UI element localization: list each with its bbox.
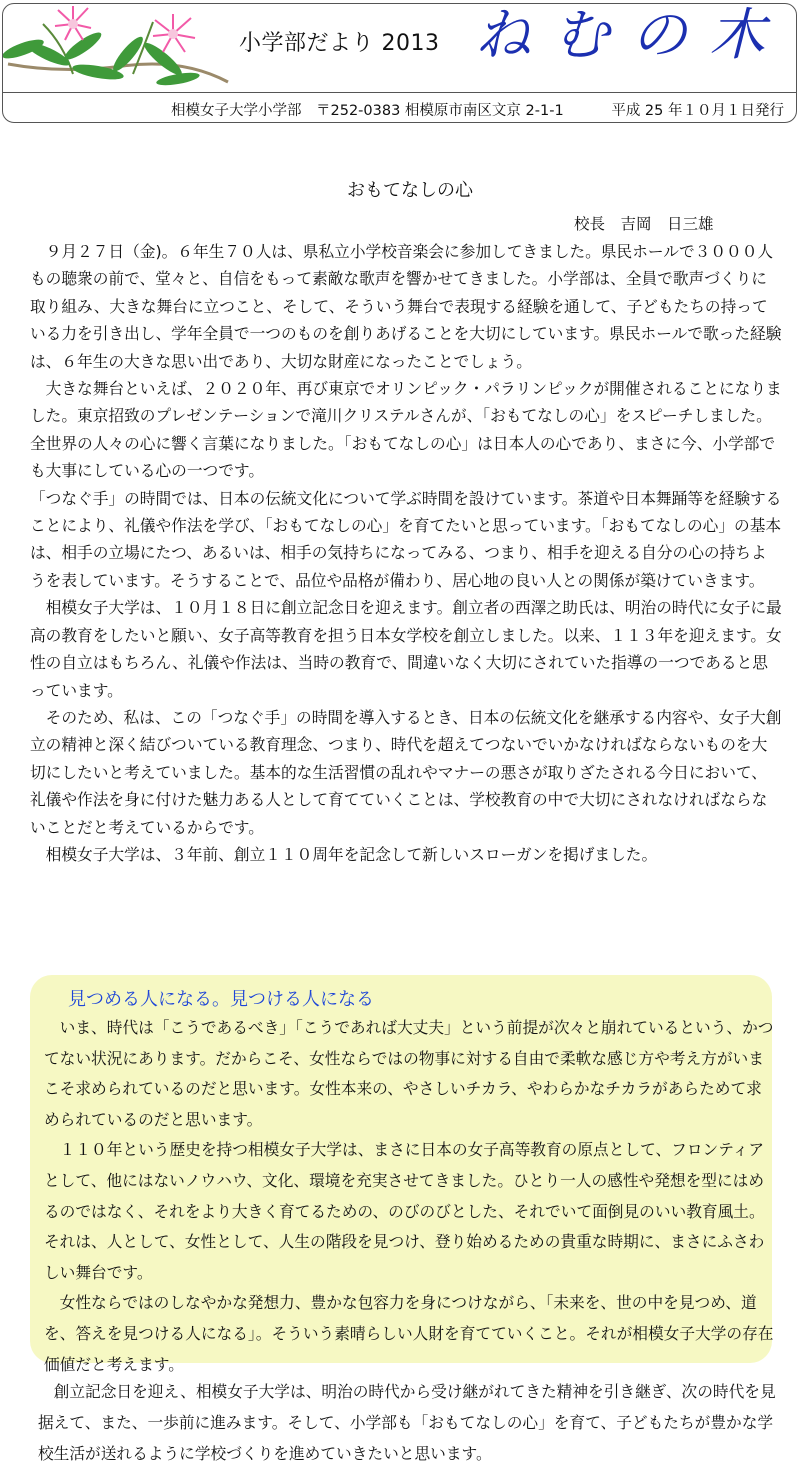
masthead-logo: ねむの木 bbox=[475, 3, 787, 68]
issue-date: 平成 25 年１０月１日発行 bbox=[611, 103, 784, 119]
slogan-paragraph: いま、時代は「こうであるべき」「こうであれば大丈夫」という前提が次々と崩れているという、かつてない状況にあります。だからこそ、女性ならではの物事に対する自由で柔軟な感じ方や考え方がいまこそ求められているのだと思います。女性本来の、やさしいチカラ、やわらかなチカラがあらためて求められているのだと思います。 bbox=[44, 1018, 774, 1129]
article-paragraph: 相模女子大学は、３年前、創立１１０周年を記念して新しいスローガンを掲げました。 bbox=[30, 844, 658, 864]
article-paragraph: 「つなぐ手」の時間では、日本の伝統文化について学ぶ時間を設けています。茶道や日本舞踊等を経験することにより、礼儀や作法を学び、「おもてなしの心」を育てたいと思っています。「おもてなしの心」の基本は、相手の立場にたつ、あるいは、相手の気持ちになってみる、つまり、相手を迎える自分の心の持ちようを表しています。そうすることで、品位や品格が備わり、居心地の良い人との関係が築けていきます。 bbox=[30, 488, 782, 590]
article-paragraph: 相模女子大学は、１０月１８日に創立記念日を迎えます。創立者の西澤之助氏は、明治の時代に女子に最高の教育をしたいと願い、女子高等教育を担う日本女学校を創立しました。以来、１１３年を迎えます。女性の自立はもちろん、礼儀や作法は、当時の教育で、間違いなく大切にされていた指導の一つであると思っています。 bbox=[30, 598, 782, 700]
article-paragraph: 大きな舞台といえば、２０２０年、再び東京でオリンピック・パラリンピックが開催されることになりました。東京招致のプレゼンテーションで滝川クリステルさんが、「おもてなしの心」をスピーチしました。全世界の人々の心に響く言葉になりました。「おもてなしの心」は日本人の心であり、まさに今、小学部でも大事にしている心の一つです。 bbox=[30, 379, 782, 481]
newsletter-title: 小学部だより 2013 bbox=[239, 31, 440, 56]
article-title: おもてなしの心 bbox=[347, 180, 473, 201]
slogan-paragraph: １１０年という歴史を持つ相模女子大学は、まさに日本の女子高等教育の原点として、フロンティアとして、他にはないノウハウ、文化、環境を充実させてきました。ひとり一人の感性や発想を型にはめるのではなく、それをより大きく育てるための、のびのびとした、それでいて面倒見のいい教育風土。それは、人として、女性として、人生の階段を見つけ、登り始めるための貴重な時期に、まさにふさわしい舞台です。 bbox=[44, 1140, 765, 1282]
mimosa-flower-branch-illustration bbox=[3, 4, 233, 92]
newsletter-header bbox=[2, 3, 797, 123]
article-paragraph: そのため、私は、この「つなぐ手」の時間を導入するとき、日本の伝統文化を継承する内容や、女子大創立の精神と深く結びついている教育理念、つまり、時代を超えてつないでいかなければならないものを大切にしたいと考えていました。基本的な生活習慣の乱れやマナーの悪さが取りざたされる今日において、礼儀や作法を身に付けた魅力ある人として育てていくことは、学校教育の中で大切にされなければならないことだと考えているからです。 bbox=[30, 707, 782, 837]
article-paragraph: ９月２７日（金)。６年生７０人は、県私立小学校音楽会に参加してきました。県民ホールで３０００人もの聴衆の前で、堂々と、自信をもって素敵な歌声を響かせてきました。小学部は、全員で歌声づくりに取り組み、大きな舞台に立つこと、そして、そういう舞台で表現する経験を通して、子どもたちの持っている力を引き出し、学年全員で一つのものを創りあげることを大切にしています。県民ホールで歌った経験は、６年生の大きな思い出であり、大切な財産になったことでしょう。 bbox=[30, 242, 782, 371]
school-address: 相模女子大学小学部 〒252-0383 相模原市南区文京 2-1-1 bbox=[171, 103, 564, 119]
article-author: 校長 吉岡 日三雄 bbox=[574, 215, 714, 233]
slogan-heading: 見つめる人になる。見つける人になる bbox=[68, 989, 374, 1010]
slogan-paragraph: 女性ならではのしなやかな発想力、豊かな包容力を身につけながら、「未来を、世の中を見つめ、道を、答えを見つける人になる」。そういう素晴らしい人財を育てていくこと。それが相模女子大学の存在価値だと考えます。 bbox=[44, 1293, 774, 1374]
closing-paragraph: 創立記念日を迎え、相模女子大学は、明治の時代から受け継がれてきた精神を引き継ぎ、次の時代を見据えて、また、一歩前に進みます。そして、小学部も「おもてなしの心」を育て、子どもたちが豊かな学校生活が送れるように学校づくりを進めていきたいと思います。 bbox=[38, 1382, 776, 1463]
closing-body bbox=[38, 1376, 778, 1469]
article-body bbox=[30, 238, 782, 868]
slogan-body bbox=[44, 1013, 774, 1380]
header-divider bbox=[3, 92, 796, 93]
